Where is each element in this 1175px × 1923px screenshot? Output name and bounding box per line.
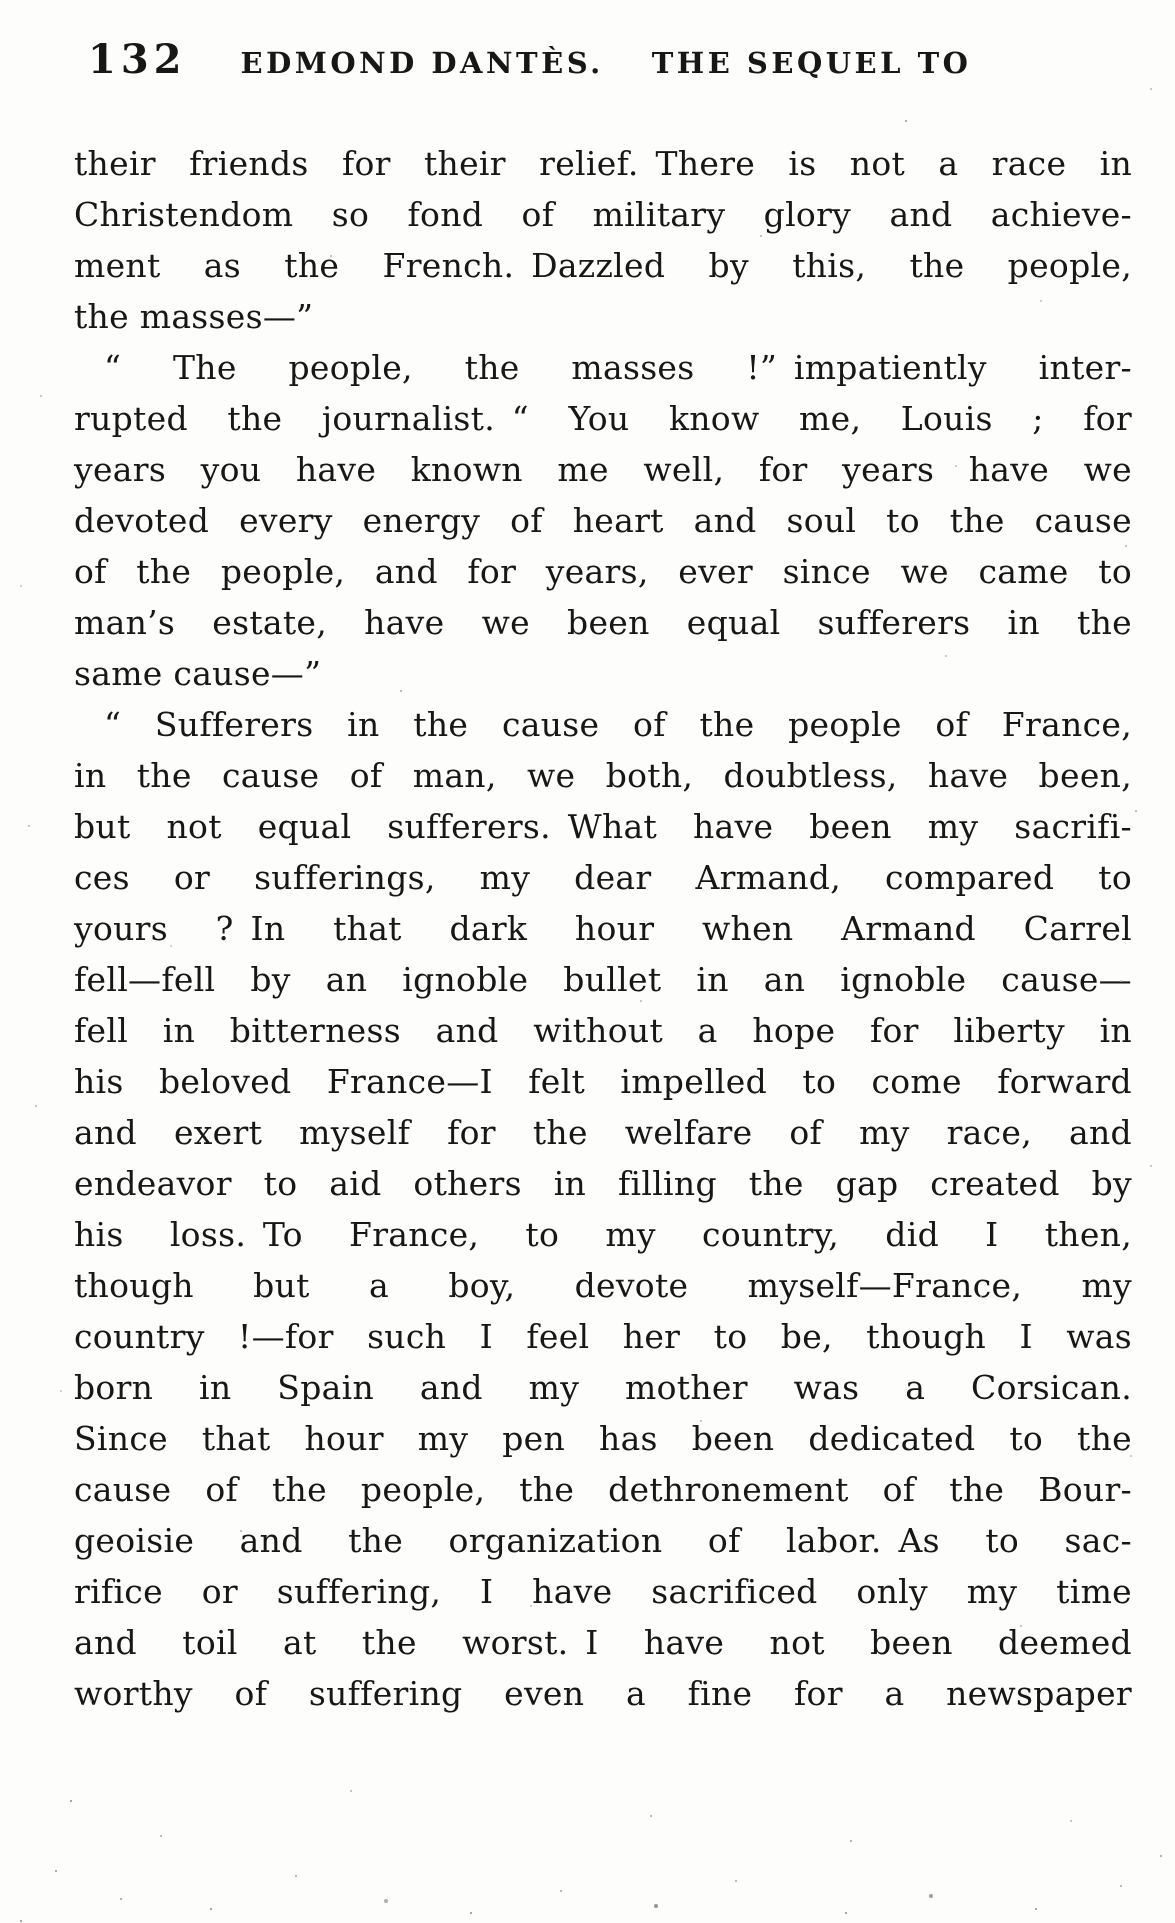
paragraph — [74, 342, 1132, 699]
text-line: ces or sufferings, my dear Armand, compared to — [74, 858, 1132, 897]
text-line: devoted every energy of heart and soul to the cause — [74, 501, 1132, 540]
text-line: ment as the French. Dazzled by this, the people, — [74, 246, 1132, 285]
text-line: in the cause of man, we both, doubtless, have been, — [74, 756, 1132, 795]
text-line: endeavor to aid others in filling the gap created by — [74, 1164, 1132, 1203]
text-line: rupted the journalist. “ You know me, Louis ; for — [74, 399, 1132, 438]
page-number: 132 — [88, 36, 187, 83]
text-line: country !—for such I feel her to be, though I was — [74, 1317, 1132, 1356]
running-title-right: THE SEQUEL TO — [651, 46, 972, 80]
text-line: but not equal sufferers. What have been my sacrifi- — [74, 807, 1132, 846]
paragraph — [74, 138, 1132, 342]
text-line: same cause—” — [74, 654, 322, 693]
text-line: though but a boy, devote myself—France, my — [74, 1266, 1132, 1305]
text-line: fell—fell by an ignoble bullet in an ignoble cause— — [74, 960, 1132, 999]
paragraph — [74, 699, 1132, 1719]
text-line: Since that hour my pen has been dedicated to the — [74, 1419, 1132, 1458]
text-line: and toil at the worst. I have not been deemed — [74, 1623, 1132, 1662]
text-line: worthy of suffering even a fine for a newspaper — [74, 1674, 1132, 1713]
text-line: born in Spain and my mother was a Corsican. — [74, 1368, 1132, 1407]
running-title-left: EDMOND DANTÈS. — [240, 46, 604, 80]
text-line: man’s estate, have we been equal sufferers in the — [74, 603, 1132, 642]
text-line: of the people, and for years, ever since we came to — [74, 552, 1132, 591]
scan-noise-bottom-edge — [0, 0, 2, 2]
text-line: rifice or suffering, I have sacrificed only my time — [74, 1572, 1132, 1611]
text-line: years you have known me well, for years have we — [74, 450, 1132, 489]
text-line: Christendom so fond of military glory and achieve- — [74, 195, 1132, 234]
text-line: cause of the people, the dethronement of the Bour- — [74, 1470, 1132, 1509]
text-line: their friends for their relief. There is not a race in — [74, 144, 1132, 183]
body-text — [74, 138, 1132, 1719]
text-line: geoisie and the organization of labor. As to sac- — [74, 1521, 1132, 1560]
text-line: his loss. To France, to my country, did I then, — [74, 1215, 1132, 1254]
running-header — [88, 36, 971, 83]
text-line: and exert myself for the welfare of my race, and — [74, 1113, 1132, 1152]
text-line: “ The people, the masses !” impatiently inter- — [104, 348, 1132, 387]
text-line: his beloved France—I felt impelled to come forward — [74, 1062, 1132, 1101]
text-line: “ Sufferers in the cause of the people of France, — [104, 705, 1132, 744]
text-line: the masses—” — [74, 297, 314, 336]
text-line: yours ? In that dark hour when Armand Carrel — [74, 909, 1132, 948]
text-line: fell in bitterness and without a hope for liberty in — [74, 1011, 1132, 1050]
